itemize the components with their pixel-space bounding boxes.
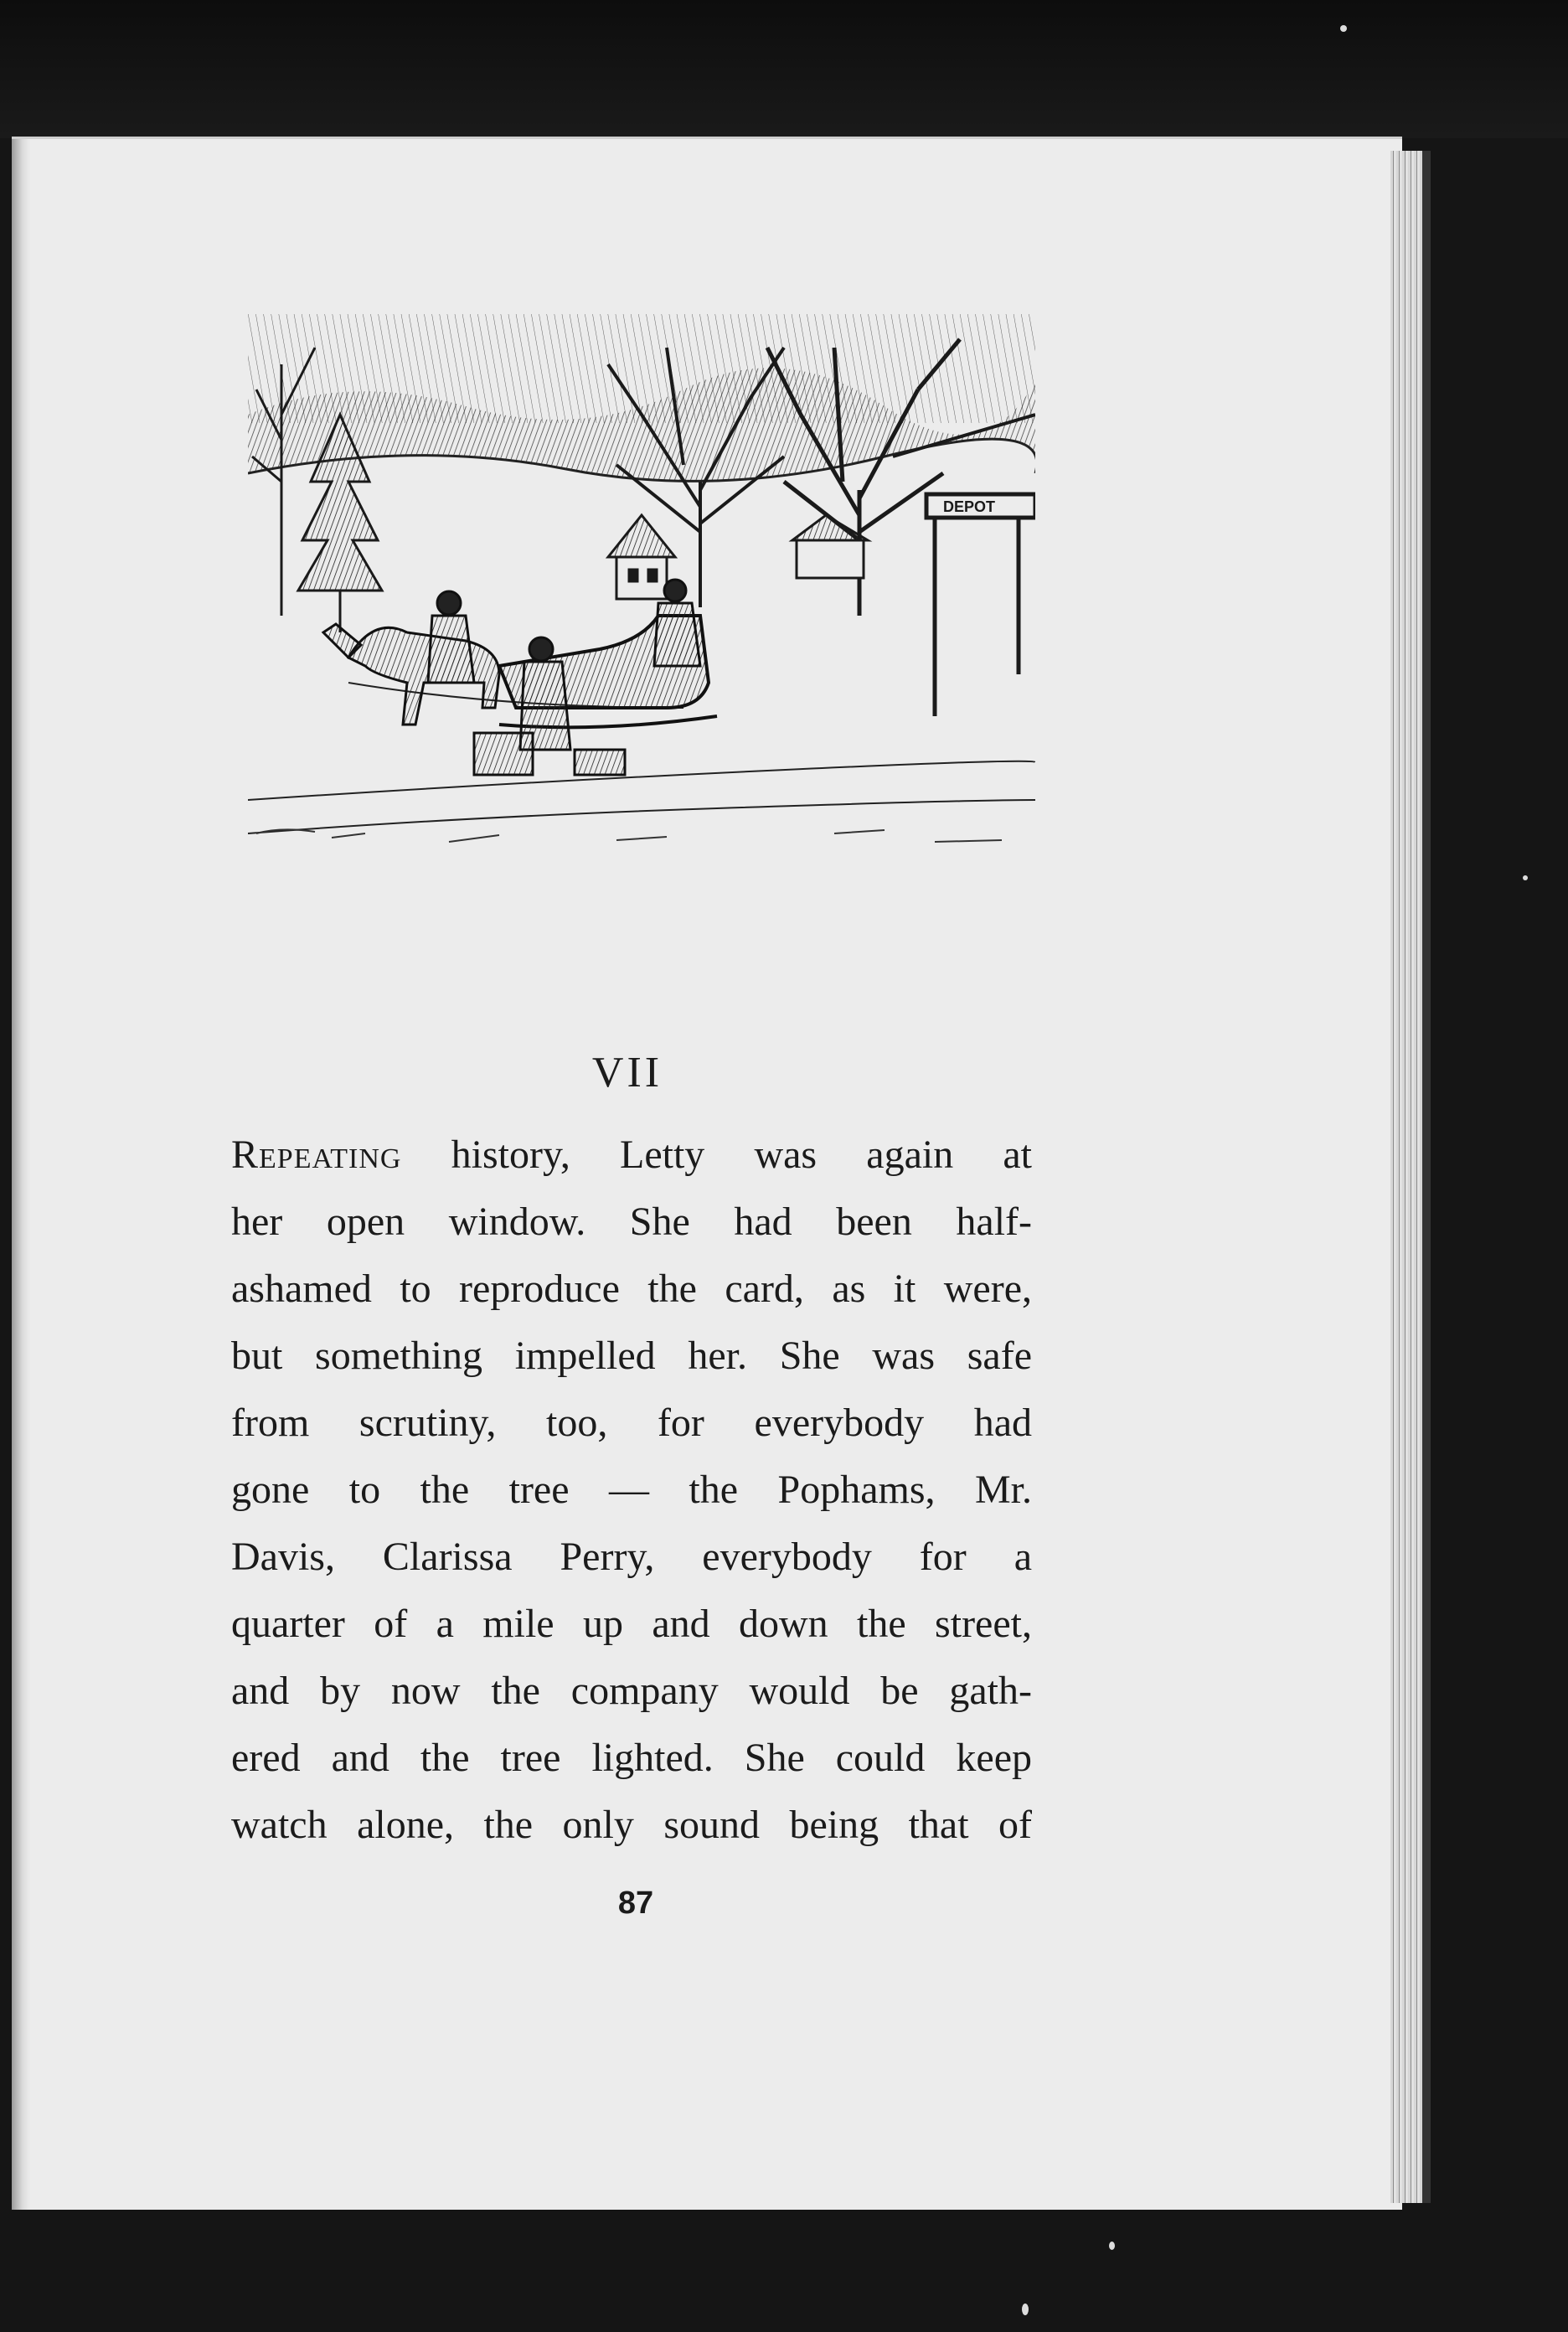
sleigh-scene-icon [248, 314, 1035, 859]
sign-text: DEPOT [943, 498, 996, 515]
text-line [231, 1122, 1032, 1189]
text-line: her open window. She had been half- [231, 1200, 1032, 1244]
text-line: quarter of a mile up and down the street, [231, 1602, 1032, 1646]
line-text: history, Letty was again at [451, 1132, 1033, 1177]
chapter-number: VII [591, 1049, 663, 1096]
text-line: ashamed to reproduce the card, as it were, [231, 1267, 1032, 1311]
text-line: but something impelled her. She was safe [231, 1334, 1032, 1378]
book-edge-shadow [1422, 151, 1431, 2203]
scan-background [0, 0, 1568, 138]
dust-speck [1022, 2304, 1029, 2315]
text-line: from scrutiny, too, for everybody had [231, 1401, 1032, 1445]
text-line: ered and the tree lighted. She could keep [231, 1736, 1032, 1780]
chapter-illustration [248, 314, 1035, 859]
book-fore-edge [1390, 151, 1422, 2203]
book-page [12, 137, 1402, 2210]
lead-word: Repeating [231, 1132, 402, 1177]
page-number: 87 [617, 1886, 654, 1921]
text-line: watch alone, the only sound being that of [231, 1803, 1032, 1847]
text-line: gone to the tree — the Pophams, Mr. [231, 1468, 1032, 1512]
text-line: and by now the company would be gath- [231, 1669, 1032, 1713]
text-line: Davis, Clarissa Perry, everybody for a [231, 1535, 1032, 1579]
body-paragraph [231, 1122, 1032, 1859]
dust-speck [1109, 2242, 1115, 2250]
dust-speck [1523, 875, 1528, 880]
dust-speck [1340, 25, 1347, 32]
